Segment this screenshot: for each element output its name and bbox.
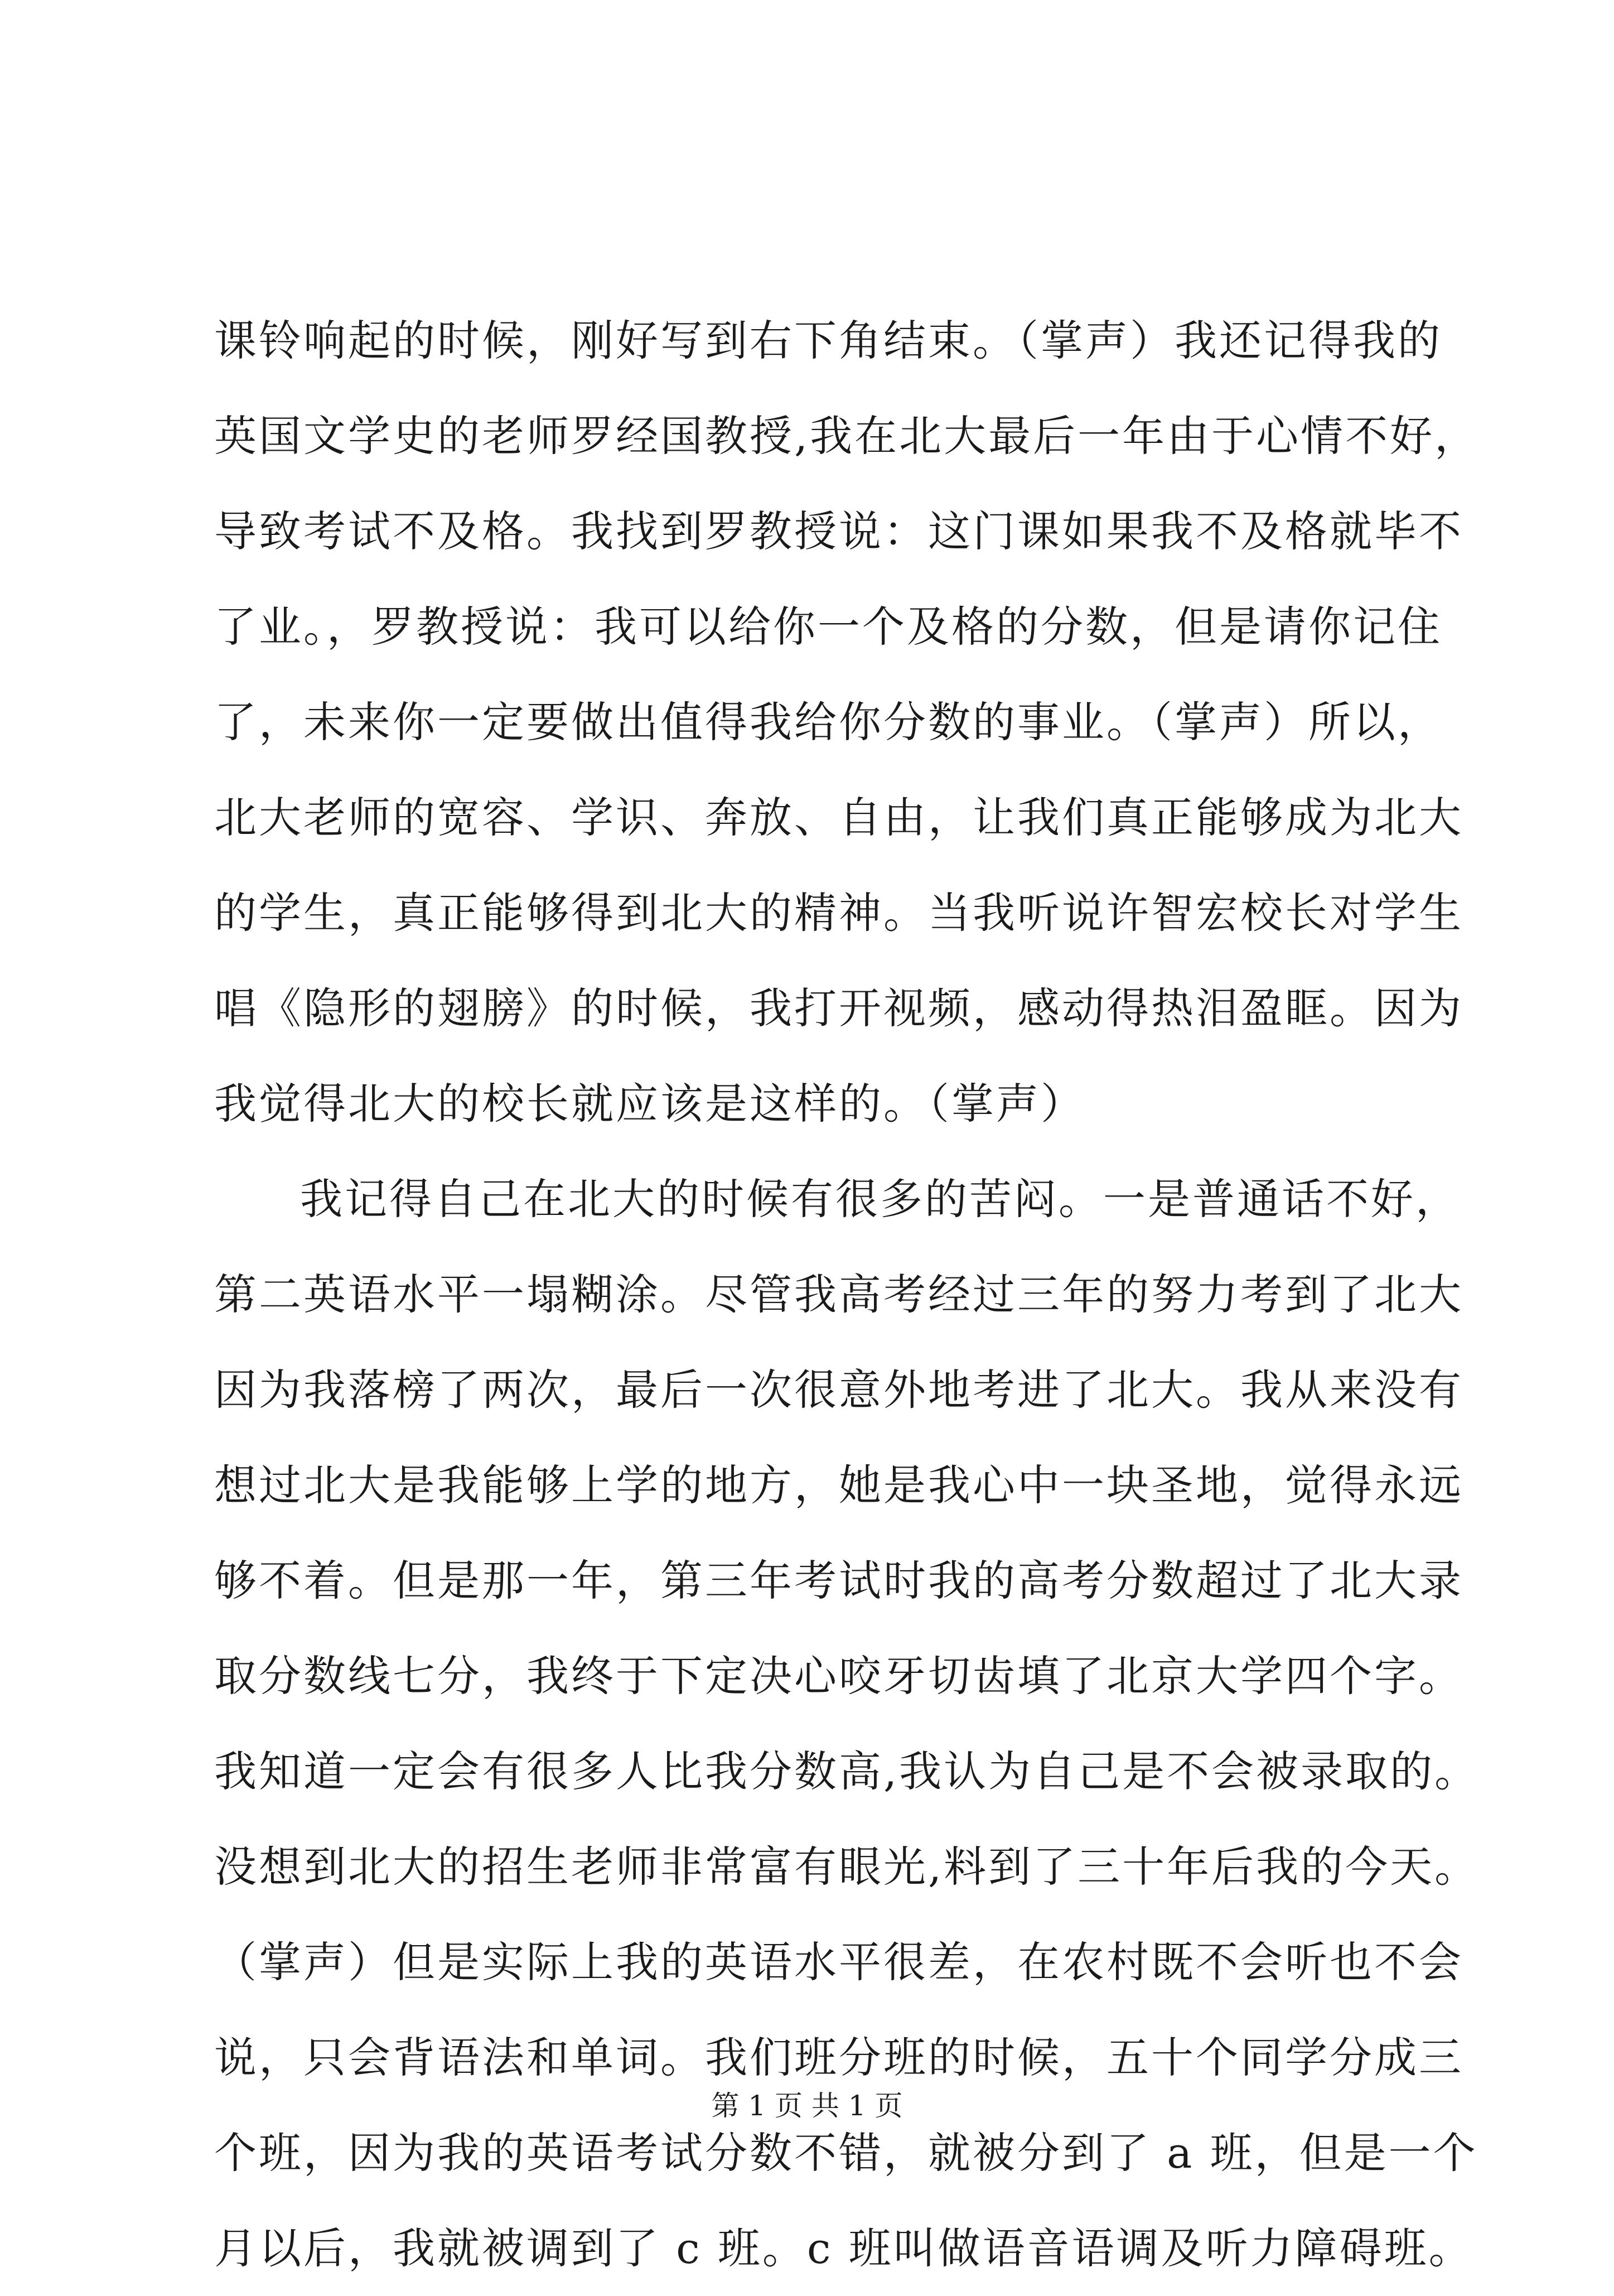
text-line: 个班，因为我的英语考试分数不错，就被分到了 a 班，但是一个: [214, 2128, 1478, 2178]
text-line: 了，未来你一定要做出值得我给你分数的事业。（掌声）所以，: [214, 697, 1442, 747]
text-line: 唱《隐形的翅膀》的时候，我打开视频，感动得热泪盈眶。因为: [214, 983, 1463, 1033]
text-line: 够不着。但是那一年，第三年考试时我的高考分数超过了北大录: [214, 1556, 1463, 1605]
text-line: 说，只会背语法和单词。我们班分班的时候，五十个同学分成三: [214, 2033, 1463, 2082]
text-line: 取分数线七分，我终于下定决心咬牙切齿填了北京大学四个字。: [214, 1651, 1463, 1701]
text-line: 北大老师的宽容、学识、奔放、自由，让我们真正能够成为北大: [214, 793, 1463, 842]
text-line: 没想到北大的招生老师非常富有眼光,料到了三十年后我的今天。: [214, 1842, 1480, 1892]
text-line: 想过北大是我能够上学的地方，她是我心中一块圣地，觉得永远: [214, 1460, 1463, 1510]
text-line: 因为我落榜了两次，最后一次很意外地考进了北大。我从来没有: [214, 1365, 1463, 1415]
body-text: [214, 293, 1480, 2296]
text-line: 课铃响起的时候，刚好写到右下角结束。（掌声）我还记得我的: [214, 316, 1442, 365]
text-line: 了业。，罗教授说：我可以给你一个及格的分数，但是请你记住: [214, 602, 1442, 652]
text-line: （掌声）但是实际上我的英语水平很差，在农村既不会听也不会: [214, 1937, 1463, 1987]
page-number-footer: 第 1 页 共 1 页: [711, 2090, 903, 2122]
text-line: 的学生，真正能够得到北大的精神。当我听说许智宏校长对学生: [214, 888, 1463, 938]
text-line: 月以后，我就被调到了 c 班。c 班叫做语音语调及听力障碍班。: [214, 2223, 1473, 2273]
text-line: 英国文学史的老师罗经国教授,我在北大最后一年由于心情不好，: [214, 411, 1480, 461]
paragraph-start-line: 我记得自己在北大的时候有很多的苦闷。一是普通话不好，: [300, 1174, 1460, 1224]
text-line: 第二英语水平一塌糊涂。尽管我高考经过三年的努力考到了北大: [214, 1270, 1463, 1319]
text-line: 我觉得北大的校长就应该是这样的。（掌声）: [214, 1079, 1085, 1128]
text-line: 我知道一定会有很多人比我分数高,我认为自己是不会被录取的。: [214, 1747, 1480, 1796]
text-line: 导致考试不及格。我找到罗教授说：这门课如果我不及格就毕不: [214, 507, 1463, 556]
